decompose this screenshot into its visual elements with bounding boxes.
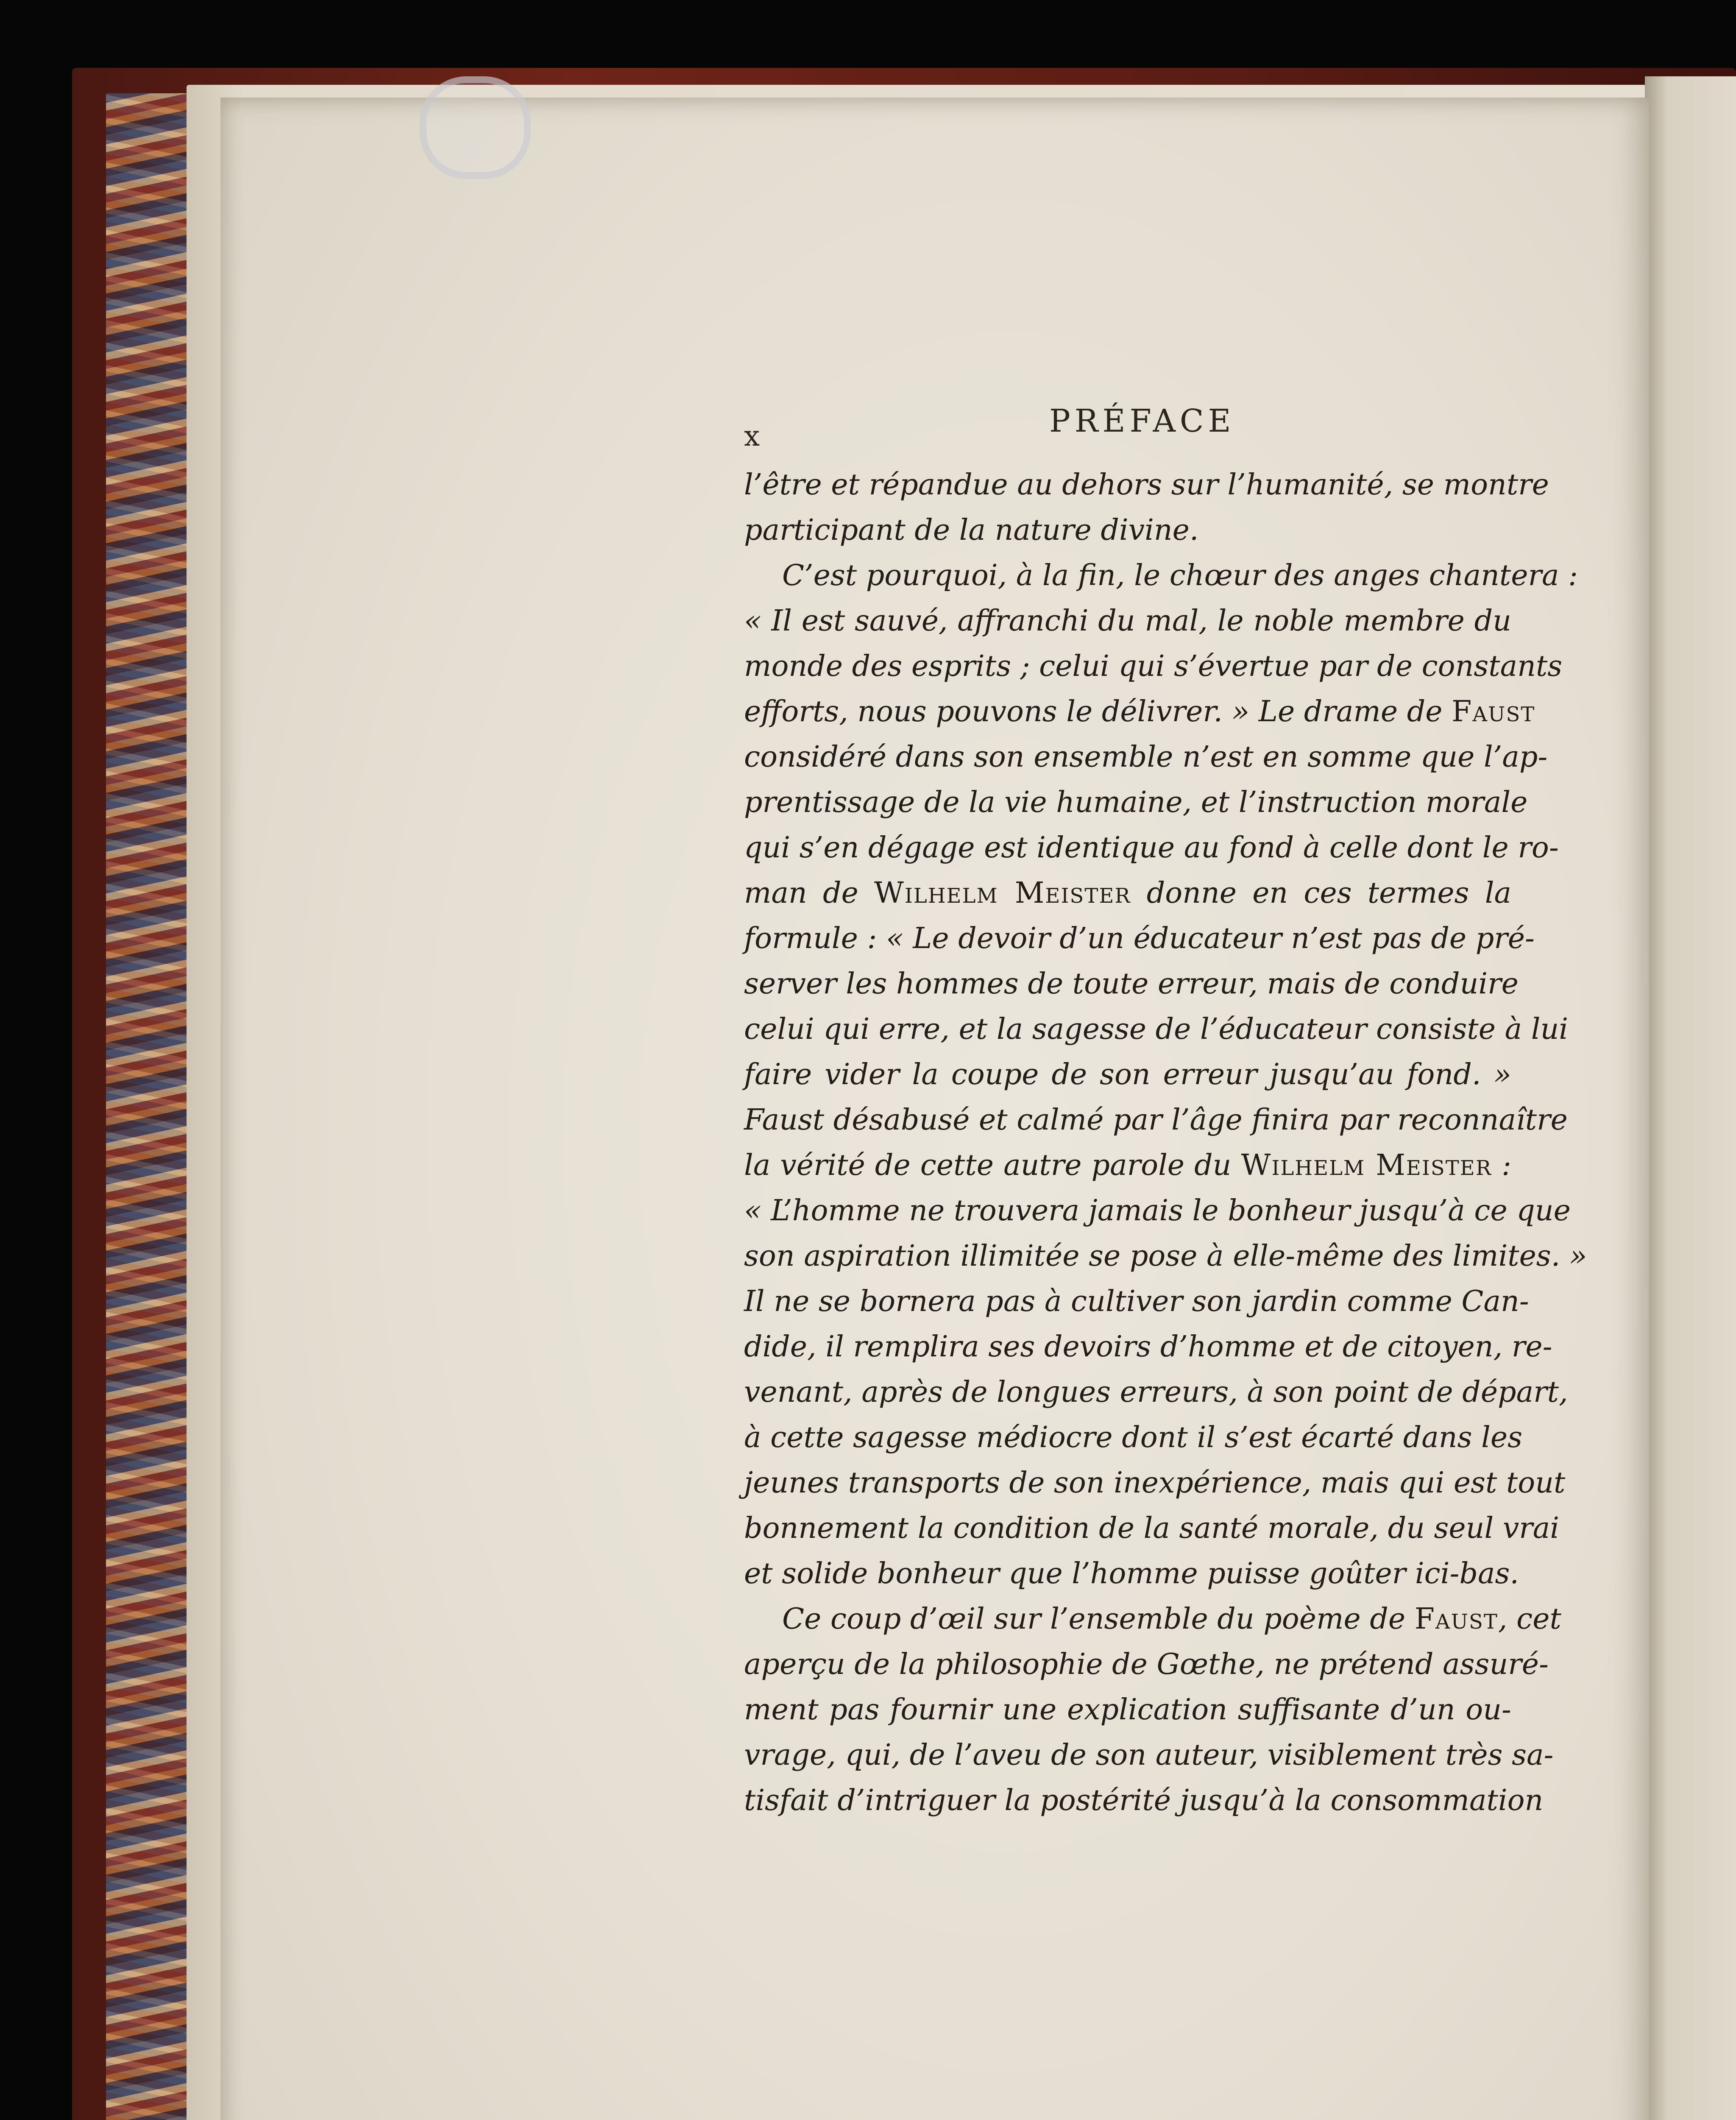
text-fragment: Ce coup d’œil sur l’ensemble du poème de <box>782 1602 1406 1636</box>
page-clip-top <box>420 76 531 179</box>
text-line: « Il est sauvé, affranchi du mal, le noble membre du <box>744 604 1511 638</box>
text-line: Faust désabusé et calmé par l’âge finira par reconnaître <box>744 1103 1568 1137</box>
text-line <box>744 689 1535 734</box>
text-line: dide, il remplira ses devoirs d’homme et de citoyen, re- <box>744 1330 1552 1364</box>
text-fragment: man de <box>744 876 858 910</box>
text-line: qui s’en dégage est identique au fond à celle dont le ro- <box>744 831 1559 865</box>
text-line: participant de la nature divine. <box>744 513 1199 547</box>
text-fragment: : <box>1502 1149 1511 1182</box>
title-reference-faust: Faust <box>1452 695 1535 728</box>
text-line: vrage, qui, de l’aveu de son auteur, visiblement très sa- <box>744 1738 1554 1772</box>
text-line: à cette sagesse médiocre dont il s’est écarté dans les <box>744 1421 1522 1454</box>
text-line: bonnement la condition de la santé morale, du seul vrai <box>744 1512 1560 1545</box>
text-line: monde des esprits ; celui qui s’évertue par de constants <box>744 650 1563 683</box>
text-line: C’est pourquoi, à la fin, le chœur des anges chantera : <box>782 559 1578 592</box>
text-line: considéré dans son ensemble n’est en somme que l’ap- <box>744 740 1548 774</box>
text-line: « L’homme ne trouvera jamais le bonheur jusqu’à ce que <box>744 1194 1571 1227</box>
text-line: aperçu de la philosophie de Gœthe, ne prétend assuré- <box>744 1648 1549 1681</box>
text-fragment: efforts, nous pouvons le délivrer. » Le drame de <box>744 695 1443 728</box>
text-line <box>744 870 1511 916</box>
text-line: tisfait d’intriguer la postérité jusqu’à la consommation <box>744 1784 1544 1817</box>
running-head <box>744 403 1511 452</box>
title-reference-wilhelm-meister: Wilhelm Meister <box>874 876 1131 910</box>
title-reference-faust: Faust <box>1414 1602 1498 1636</box>
text-line: l’être et répandue au dehors sur l’humanité, se montre <box>744 468 1549 502</box>
text-line: jeunes transports de son inexpérience, mais qui est tout <box>744 1466 1566 1500</box>
text-line: ment pas fournir une explication suffisante d’un ou- <box>744 1693 1511 1727</box>
text-line: et solide bonheur que l’homme puisse goûter ici-bas. <box>744 1557 1519 1590</box>
title-reference-wilhelm-meister: Wilhelm Meister <box>1241 1149 1492 1182</box>
text-fragment: donne en ces termes la <box>1146 876 1511 910</box>
facing-page-edge <box>1645 76 1736 2120</box>
text-line: celui qui erre, et la sagesse de l’éducateur consiste à lui <box>744 1013 1569 1046</box>
text-line: server les hommes de toute erreur, mais de conduire <box>744 967 1519 1001</box>
text-line: Il ne se bornera pas à cultiver son jardin comme Can- <box>744 1285 1529 1318</box>
text-line: formule : « Le devoir d’un éducateur n’est pas de pré- <box>744 922 1535 955</box>
running-head-title: PRÉFACE <box>1049 403 1235 439</box>
page-number: x <box>744 420 761 452</box>
body-text <box>744 462 1587 1823</box>
text-fragment: la vérité de cette autre parole du <box>744 1149 1232 1182</box>
text-line: prentissage de la vie humaine, et l’instruction morale <box>744 786 1528 819</box>
text-fragment: , cet <box>1498 1602 1561 1636</box>
text-line: venant, après de longues erreurs, à son point de départ, <box>744 1375 1568 1409</box>
text-line <box>744 1596 1561 1642</box>
text-line <box>744 1143 1511 1188</box>
text-line: son aspiration illimitée se pose à elle-même des limites. » <box>744 1239 1587 1273</box>
text-line: faire vider la coupe de son erreur jusqu’au fond. » <box>744 1058 1511 1091</box>
